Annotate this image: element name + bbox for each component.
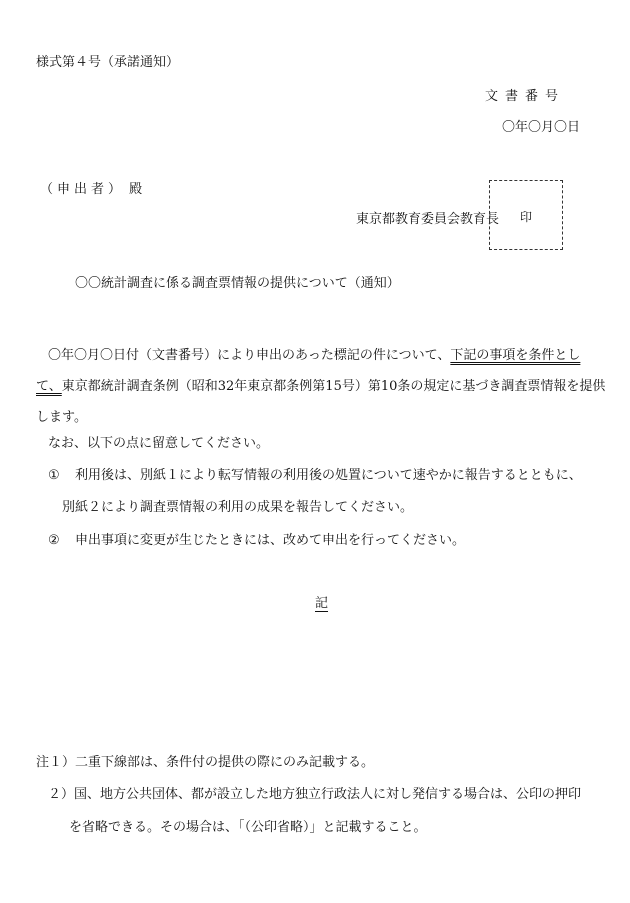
body-text-part1: 〇年〇月〇日付（文書番号）により申出のあった標記の件について、	[48, 348, 451, 363]
conditional-text: 下記の事項を条件として、	[36, 348, 581, 394]
seal-mark: 印	[520, 210, 533, 224]
note-item-text-continued: 別紙２により調査票情報の利用の成果を報告してください。	[62, 500, 414, 515]
ki-heading: 記	[315, 596, 329, 611]
sender-name: 東京都教育委員会教育長	[356, 212, 500, 227]
note-item-number: ②	[48, 533, 60, 548]
note-item-text: 利用後は、別紙１により転写情報の利用後の処置について速やかに報告するとともに、	[75, 468, 582, 483]
footnote-2-continued: を省略できる。その場合は、「（公印省略）」と記載すること。	[69, 820, 427, 835]
recipient	[40, 183, 142, 196]
note-item-number: ①	[48, 468, 60, 483]
note-intro: なお、以下の点に留意してください。	[48, 436, 270, 451]
recipient-honorific: 殿	[129, 182, 143, 197]
subject-line: 〇〇統計調査に係る調査票情報の提供について（通知）	[75, 276, 400, 291]
document-number: 文書番号	[485, 89, 566, 104]
seal-box	[489, 180, 563, 250]
body-text-part2: 東京都統計調査条例（昭和32年東京都条例第15号）第10条の規定に基づき調査票情報を提供します。	[36, 379, 606, 425]
document-date: 〇年〇月〇日	[502, 120, 581, 135]
footnote-1: 注１）二重下線部は、条件付の提供の際にのみ記載する。	[36, 755, 375, 770]
note-item-text: 申出事項に変更が生じたときには、改めて申出を行ってください。	[75, 533, 466, 548]
recipient-label: （申出者）	[40, 182, 126, 197]
footnote-2: ２）国、地方公共団体、都が設立した地方独立行政法人に対し発信する場合は、公印の押印	[48, 787, 582, 802]
body-paragraph	[36, 340, 606, 433]
form-number: 様式第４号（承諾通知）	[36, 55, 180, 70]
